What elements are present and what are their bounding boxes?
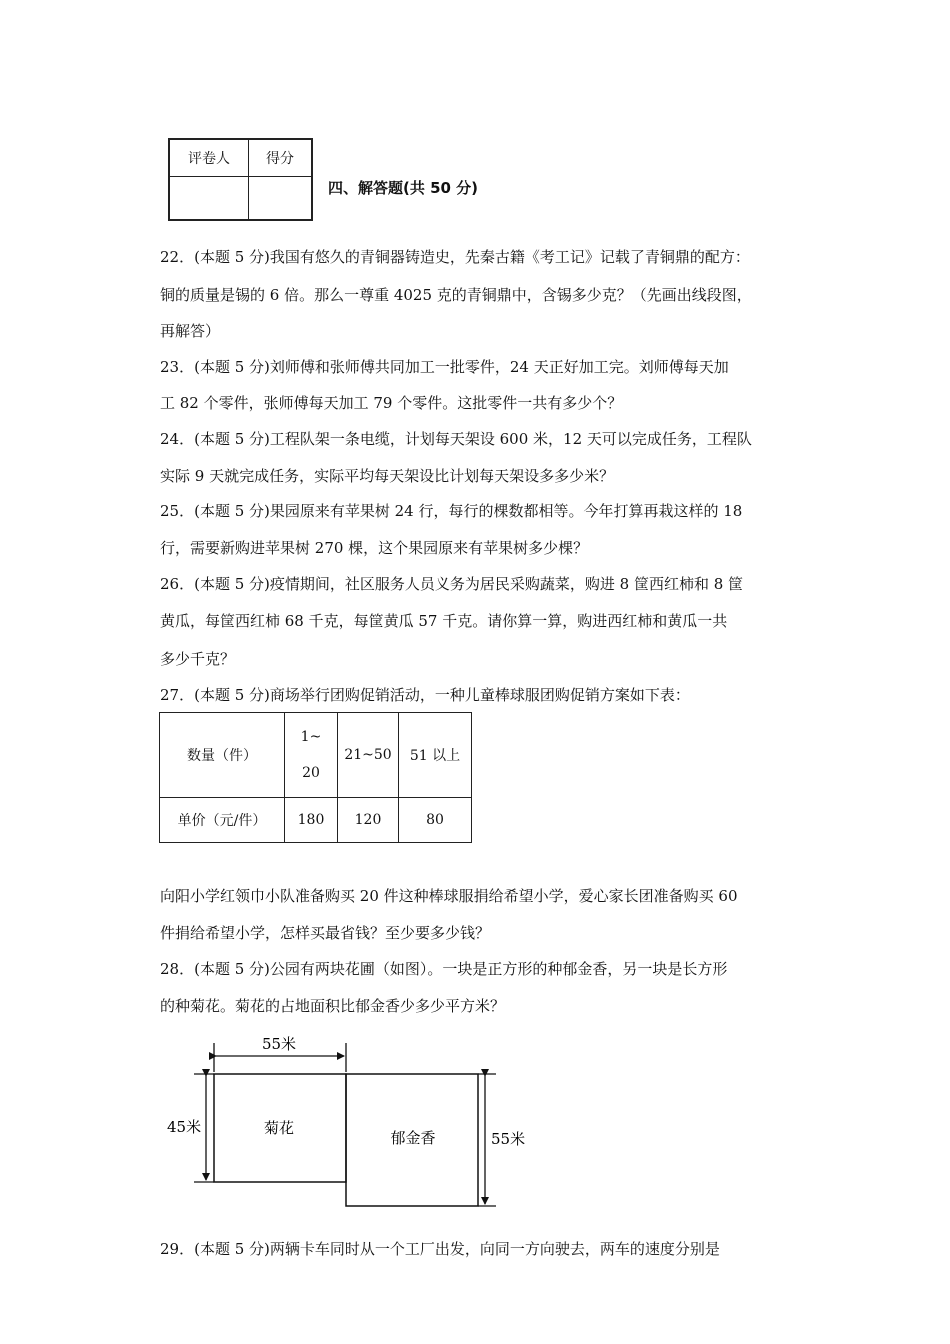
q27-line-1: 27．(本题 5 分)商场举行团购促销活动，一种儿童棒球服团购促销方案如下表： xyxy=(160,686,690,704)
right-label: 55米 xyxy=(491,1130,526,1148)
q22-line-1: 22．(本题 5 分)我国有悠久的青铜器铸造史，先秦古籍《考工记》记载了青铜鼎的配方： xyxy=(160,248,750,266)
q29-line-1: 29．(本题 5 分)两辆卡车同时从一个工厂出发，向同一方向驶去，两车的速度分别是 xyxy=(160,1240,720,1258)
q26-line-2: 黄瓜，每筐西红柿 68 千克，每筐黄瓜 57 千克。请你算一算，购进西红柿和黄瓜一共 xyxy=(160,612,728,630)
q27-line-2: 向阳小学红领巾小队准备购买 20 件这种棒球服捐给希望小学，爱心家长团准备购买 60 xyxy=(160,887,738,905)
q28-line-2: 的种菊花。菊花的占地面积比郁金香少多少平方米？ xyxy=(160,997,506,1015)
grader-header: 评卷人 xyxy=(169,139,249,177)
score-header: 得分 xyxy=(249,139,313,177)
range-1-20: 1~20 xyxy=(300,729,322,781)
top-label: 55米 xyxy=(261,1035,297,1053)
q23-line-1: 23．(本题 5 分)刘师傅和张师傅共同加工一批零件，24 天正好加工完。刘师傅每天加 xyxy=(160,358,729,376)
grader-table xyxy=(168,138,313,221)
score-cell xyxy=(249,177,313,221)
table-cell: 120 xyxy=(338,798,399,843)
flowerbed-figure xyxy=(160,1030,540,1210)
q27-line-3: 件捐给希望小学，怎样买最省钱？至少要多少钱？ xyxy=(160,924,491,942)
grader-cell xyxy=(169,177,249,221)
left-label: 45米 xyxy=(167,1118,202,1136)
section-title: 四、解答题(共 50 分) xyxy=(328,179,479,197)
q26-line-1: 26．(本题 5 分)疫情期间，社区服务人员义务为居民采购蔬菜，购进 8 筐西红柿和 8 筐 xyxy=(160,575,744,593)
q22-line-3: 再解答） xyxy=(160,322,221,340)
q25-line-2: 行，需要新购进苹果树 270 棵，这个果园原来有苹果树多少棵？ xyxy=(160,539,589,557)
table-cell: 180 xyxy=(285,798,338,843)
q24-line-2: 实际 9 天就完成任务，实际平均每天架设比计划每天架设多多少米？ xyxy=(160,467,615,485)
table-cell: 80 xyxy=(399,798,472,843)
q24-line-1: 24．(本题 5 分)工程队架一条电缆，计划每天架设 600 米，12 天可以完成任务，工程队 xyxy=(160,430,752,448)
square-label: 郁金香 xyxy=(390,1129,436,1147)
table-cell: 21~50 xyxy=(338,713,399,798)
table-cell: 数量（件） xyxy=(160,713,285,798)
price-table xyxy=(159,712,472,843)
table-cell: 单价（元/件） xyxy=(160,798,285,843)
q25-line-1: 25．(本题 5 分)果园原来有苹果树 24 行，每行的棵数都相等。今年打算再栽这样的 18 xyxy=(160,502,743,520)
q26-line-3: 多少千克？ xyxy=(160,650,236,668)
table-cell xyxy=(285,713,338,798)
table-cell: 51 以上 xyxy=(399,713,472,798)
rect-label: 菊花 xyxy=(263,1119,295,1137)
q23-line-2: 工 82 个零件，张师傅每天加工 79 个零件。这批零件一共有多少个？ xyxy=(160,394,623,412)
q28-line-1: 28．(本题 5 分)公园有两块花圃（如图）。一块是正方形的种郁金香，另一块是长方形 xyxy=(160,960,728,978)
q22-line-2: 铜的质量是锡的 6 倍。那么一尊重 4025 克的青铜鼎中，含锡多少克？（先画出线段图， xyxy=(160,286,752,304)
